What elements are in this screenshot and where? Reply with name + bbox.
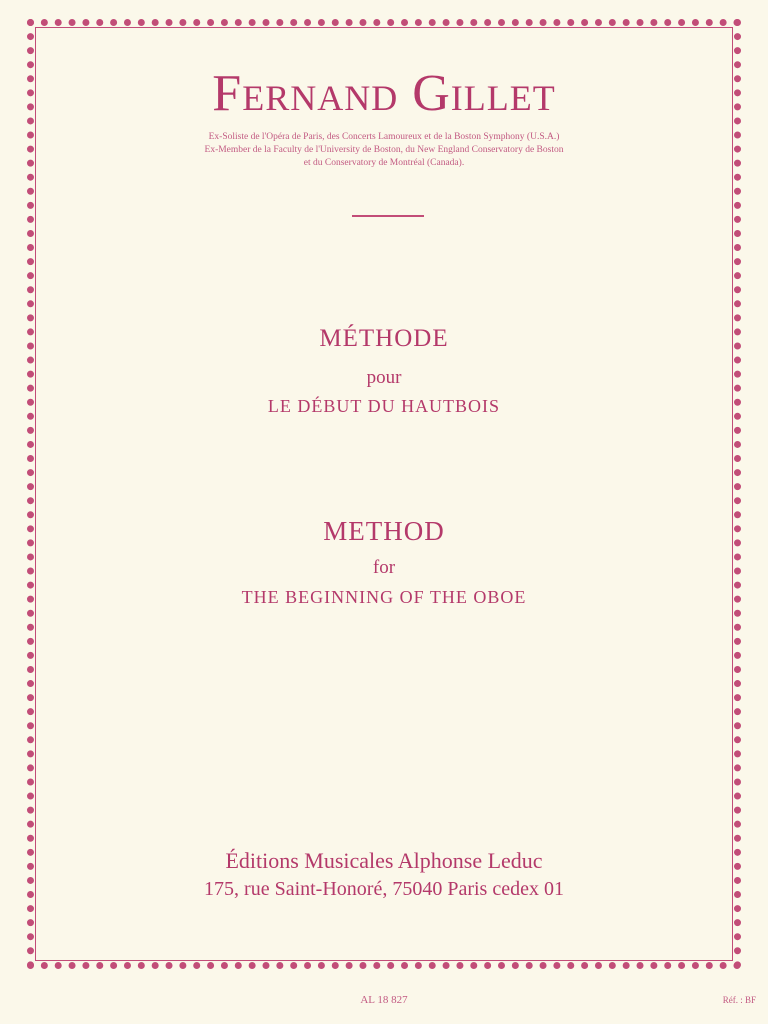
publisher-name: Éditions Musicales Alphonse Leduc [225,848,543,873]
english-subtitle: THE BEGINNING OF THE OBOE [241,587,527,607]
author-credits [0,131,768,170]
author-name: Fernand Gillet [212,65,556,122]
french-title: MÉTHODE [319,325,449,352]
catalog-number: AL 18 827 [360,994,408,1006]
credit-line: Ex-Soliste de l'Opéra de Paris, des Concerts Lamoureux et de la Boston Symphony (U.S.A.) [208,132,560,142]
french-subtitle: LE DÉBUT DU HAUTBOIS [267,396,501,416]
reference-code: Réf. : BF [722,995,756,1005]
divider-rule [352,215,424,217]
english-title: METHOD [323,516,445,546]
publisher-address: 175, rue Saint-Honoré, 75040 Paris cedex 01 [204,878,564,900]
english-connector: for [372,557,396,578]
credit-line: et du Conservatory de Montréal (Canada). [303,158,465,168]
french-connector: pour [366,367,402,388]
credit-line: Ex-Member de la Faculty de l'University de Boston, du New England Conservatory de Boston [204,145,564,155]
